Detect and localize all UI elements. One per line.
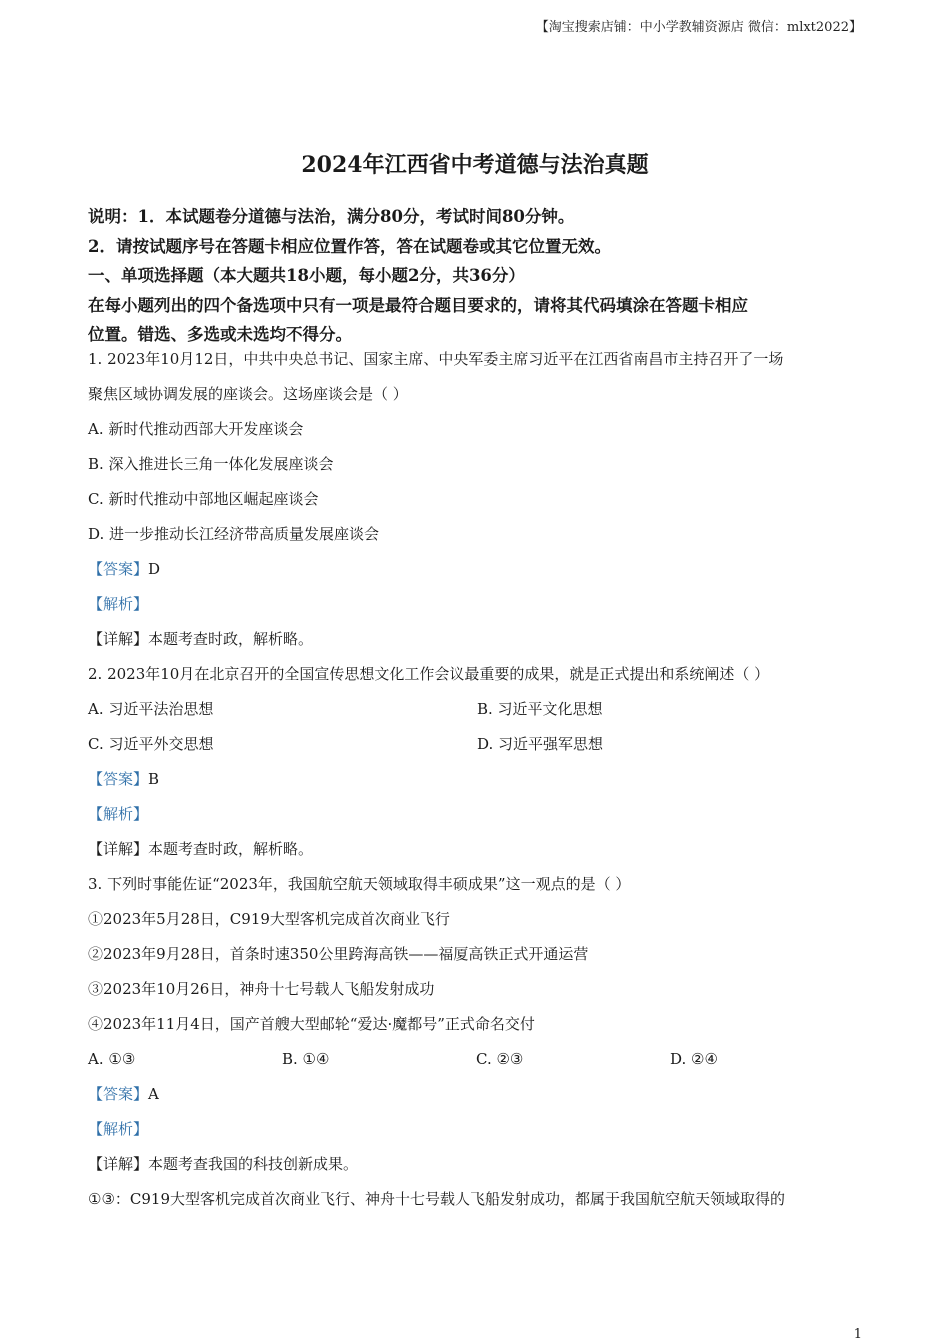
answer-tag: 【答案】 (88, 560, 149, 578)
q3-option: C. ②③ (476, 1050, 524, 1068)
q2-answer (88, 762, 868, 797)
q2-option: A. 习近平法治思想 (88, 700, 214, 718)
q3-item: ①2023年5月28日，C919大型客机完成首次商业飞行 (88, 910, 450, 928)
q3-option: D. ②④ (670, 1050, 718, 1068)
section-heading: 一、单项选择题（本大题共18小题，每小题2分，共36分） (88, 266, 525, 285)
q1-option: C. 新时代推动中部地区崛起座谈会 (88, 490, 319, 508)
q2-option-row (88, 692, 868, 727)
q3-analysis-tag: 【解析】 (88, 1120, 149, 1138)
answer-value: B (148, 770, 160, 788)
q1-analysis-tag: 【解析】 (88, 595, 149, 613)
q1-answer (88, 552, 868, 587)
q1-detail: 【详解】本题考查时政，解析略。 (88, 630, 314, 648)
q3-option-row (88, 1042, 868, 1077)
header-note: 【淘宝搜索店铺：中小学教辅资源店 微信：mlxt2022】 (535, 20, 862, 35)
q2-analysis-tag: 【解析】 (88, 805, 149, 823)
q2-option: D. 习近平强军思想 (477, 735, 604, 753)
q3-explanation: ①③：C919大型客机完成首次商业飞行、神舟十七号载人飞船发射成功，都属于我国航空航天领域取得的 (88, 1190, 786, 1208)
q2-detail: 【详解】本题考查时政，解析略。 (88, 840, 314, 858)
q3-item: ②2023年9月28日，首条时速350公里跨海高铁——福厦高铁正式开通运营 (88, 945, 589, 963)
q1-option: A. 新时代推动西部大开发座谈会 (88, 420, 304, 438)
answer-value: D (148, 560, 161, 578)
q3-item: ③2023年10月26日，神舟十七号载人飞船发射成功 (88, 980, 435, 998)
q3-option: A. ①③ (88, 1050, 136, 1068)
instruction-line: 在每小题列出的四个备选项中只有一项是最符合题目要求的，请将其代码填涂在答题卡相应 (88, 295, 748, 315)
instruction-line: 说明：1．本试题卷分道德与法治，满分80分，考试时间80分钟。 (88, 207, 575, 226)
q3-stem: 3. 下列时事能佐证“2023年，我国航空航天领域取得丰硕成果”这一观点的是（ ） (88, 875, 631, 893)
instruction-line: 位置。错选、多选或未选均不得分。 (88, 325, 352, 344)
instructions (88, 202, 868, 350)
q2-stem: 2. 2023年10月在北京召开的全国宣传思想文化工作会议最重要的成果，就是正式提出和系统阐述（ ） (88, 665, 770, 683)
q3-answer (88, 1077, 868, 1112)
q2-option: B. 习近平文化思想 (477, 700, 603, 718)
q1-option: B. 深入推进长三角一体化发展座谈会 (88, 455, 334, 473)
question-list (88, 342, 868, 1217)
q3-item: ④2023年11月4日，国产首艘大型邮轮“爱达·魔都号”正式命名交付 (88, 1015, 535, 1033)
page-title: 2024年江西省中考道德与法治真题 (301, 152, 649, 178)
q3-option: B. ①④ (282, 1050, 330, 1068)
answer-tag: 【答案】 (88, 1085, 149, 1103)
answer-value: A (148, 1085, 159, 1103)
instruction-line: 2．请按试题序号在答题卡相应位置作答，答在试题卷或其它位置无效。 (88, 236, 611, 256)
page-number: 1 (853, 1327, 862, 1342)
q1-stem: 聚焦区域协调发展的座谈会。这场座谈会是（ ） (88, 385, 408, 403)
q2-option: C. 习近平外交思想 (88, 735, 214, 753)
q1-option: D. 进一步推动长江经济带高质量发展座谈会 (88, 525, 380, 543)
q2-option-row (88, 727, 868, 762)
q1-stem: 1. 2023年10月12日，中共中央总书记、国家主席、中央军委主席习近平在江西省南昌市主持召开了一场 (88, 350, 784, 368)
answer-tag: 【答案】 (88, 770, 149, 788)
q3-detail: 【详解】本题考查我国的科技创新成果。 (88, 1155, 359, 1173)
